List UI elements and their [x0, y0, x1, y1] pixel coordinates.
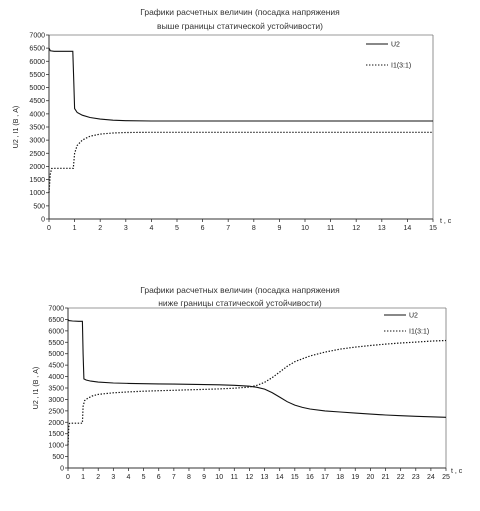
x-tick-label: 5: [175, 225, 179, 232]
chart-upper: [0, 0, 480, 255]
y-tick-label: 4000: [48, 374, 64, 382]
y-tick-label: 3000: [48, 396, 64, 404]
y-tick-label: 6000: [29, 58, 45, 66]
x-tick-label: 21: [381, 474, 390, 481]
chart-plot-lower: [0, 275, 480, 511]
x-axis-label: t , с: [440, 218, 452, 225]
x-tick-label: 8: [187, 474, 191, 481]
x-tick-label: 11: [326, 225, 335, 232]
y-tick-label: 5500: [29, 71, 45, 79]
x-tick-label: 15: [429, 225, 437, 232]
series-line-u2: [49, 48, 433, 121]
x-tick-label: 15: [290, 474, 299, 481]
y-axis-label: U2 , I1 (В , А): [33, 366, 40, 410]
y-tick-label: 5000: [48, 351, 64, 359]
y-tick-label: 6000: [48, 328, 64, 336]
y-tick-label: 2500: [29, 150, 45, 158]
x-tick-label: 22: [396, 474, 405, 481]
series-line-u2: [68, 319, 446, 417]
y-tick-label: 6500: [29, 45, 45, 53]
x-tick-label: 11: [230, 474, 238, 481]
y-tick-label: 0: [60, 465, 64, 473]
y-tick-label: 7000: [29, 32, 45, 40]
x-axis-label: t , с: [451, 468, 463, 475]
legend-label: I1(3:1): [391, 62, 412, 70]
y-tick-label: 5500: [48, 339, 64, 347]
x-tick-label: 0: [66, 474, 70, 481]
x-tick-label: 7: [171, 474, 176, 481]
y-tick-label: 1500: [48, 431, 64, 439]
y-tick-label: 4500: [48, 362, 64, 370]
y-tick-label: 6500: [48, 316, 64, 324]
legend-label: U2: [409, 312, 418, 320]
y-tick-label: 0: [41, 216, 45, 224]
x-tick-label: 17: [321, 474, 329, 481]
x-tick-label: 10: [215, 474, 224, 481]
x-tick-label: 1: [72, 225, 77, 232]
x-tick-label: 1: [81, 474, 86, 481]
x-tick-label: 16: [306, 474, 314, 481]
x-tick-label: 12: [352, 225, 361, 232]
x-tick-label: 13: [377, 225, 386, 232]
y-tick-label: 1000: [48, 442, 64, 450]
x-tick-label: 12: [245, 474, 254, 481]
legend-label: U2: [391, 41, 400, 49]
x-tick-label: 3: [123, 225, 128, 232]
x-tick-label: 18: [336, 474, 345, 481]
series-line-i1: [49, 132, 433, 192]
x-tick-label: 9: [202, 474, 207, 481]
y-tick-label: 2000: [48, 419, 64, 427]
y-tick-label: 500: [52, 454, 64, 462]
x-tick-label: 13: [260, 474, 269, 481]
y-tick-label: 3000: [29, 137, 45, 145]
y-tick-label: 500: [33, 203, 45, 211]
chart-lower: [0, 275, 480, 511]
x-tick-label: 10: [301, 225, 309, 232]
x-tick-label: 14: [403, 225, 412, 232]
y-tick-label: 2500: [48, 408, 64, 416]
x-tick-label: 23: [411, 474, 420, 481]
legend-label: I1(3:1): [409, 328, 430, 336]
y-tick-label: 3500: [48, 385, 64, 393]
x-tick-label: 4: [149, 225, 154, 232]
series-line-i1: [68, 341, 446, 446]
y-tick-label: 7000: [48, 305, 64, 313]
chart-title: Графики расчетных величин (посадка напряжения: [140, 7, 340, 17]
x-tick-label: 24: [426, 474, 435, 481]
x-tick-label: 8: [251, 225, 256, 232]
x-tick-label: 4: [126, 474, 131, 481]
x-tick-label: 2: [96, 474, 101, 481]
x-tick-label: 6: [200, 225, 205, 232]
y-tick-label: 5000: [29, 85, 45, 93]
x-tick-label: 25: [442, 474, 450, 481]
y-tick-label: 2000: [29, 163, 45, 171]
y-tick-label: 1500: [29, 177, 45, 185]
y-axis-label: U2 , I1 (В , А): [13, 105, 20, 149]
y-tick-label: 1000: [29, 190, 45, 198]
y-tick-label: 4000: [29, 111, 45, 119]
x-tick-label: 6: [156, 474, 161, 481]
x-tick-label: 3: [111, 474, 116, 481]
y-tick-label: 3500: [29, 124, 45, 132]
x-tick-label: 9: [277, 225, 282, 232]
x-tick-label: 7: [226, 225, 231, 232]
x-tick-label: 20: [366, 474, 375, 481]
chart-title: Графики расчетных величин (посадка напряжения: [140, 285, 340, 295]
x-tick-label: 0: [47, 225, 51, 232]
y-tick-label: 4500: [29, 98, 45, 106]
x-tick-label: 19: [351, 474, 360, 481]
chart-subtitle: ниже границы статической устойчивости): [158, 298, 322, 308]
x-tick-label: 2: [98, 225, 103, 232]
chart-subtitle: выше границы статической устойчивости): [157, 21, 323, 31]
x-tick-label: 5: [141, 474, 146, 481]
x-tick-label: 14: [275, 474, 284, 481]
chart-plot-upper: [0, 0, 480, 255]
